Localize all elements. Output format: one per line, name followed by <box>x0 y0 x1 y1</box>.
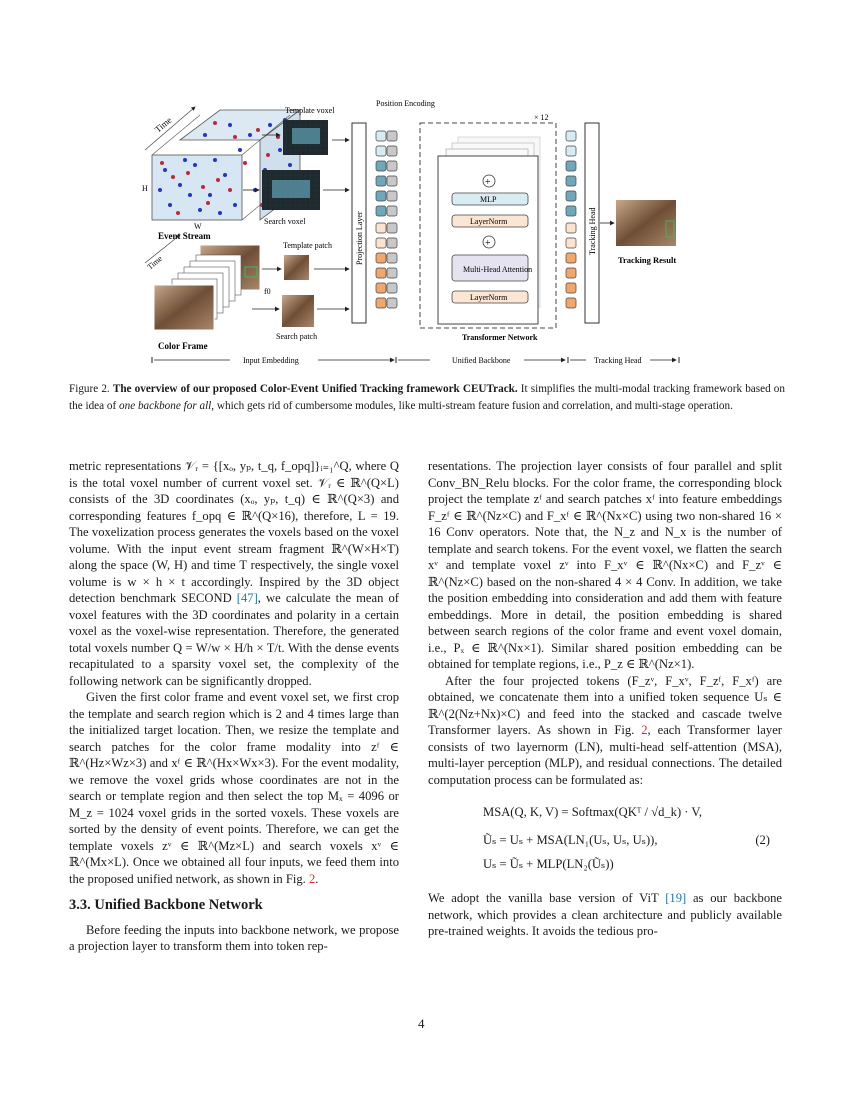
repeat-count-label: × 12 <box>534 113 549 122</box>
caption-title: The overview of our proposed Color-Event Unified Tracking framework CEUTrack. <box>112 383 518 395</box>
tracking-head-label: Tracking Head <box>588 207 597 255</box>
template-patch-label: Template patch <box>283 241 332 250</box>
layernorm-top-label: LayerNorm <box>470 217 508 226</box>
tracking-result-image <box>616 200 676 246</box>
paragraph-projection-intro: Before feeding the inputs into backbone network, we propose a projection layer to transform them into token rep- <box>69 922 399 953</box>
section-heading: 3.3. Unified Backbone Network <box>69 897 263 913</box>
width-axis-label: W <box>194 222 202 231</box>
equation-2 <box>428 800 782 884</box>
citation-link-19[interactable]: [19] <box>665 891 687 905</box>
input-embedding-label: Input Embedding <box>243 356 299 365</box>
color-frame-label: Color Frame <box>158 341 208 351</box>
time-frames-label: Time <box>145 253 165 272</box>
input-token-column <box>376 131 397 308</box>
search-voxel-block <box>262 170 320 210</box>
equation-line-residual-1: Ũₛ = Uₛ + MSA(LN₁(Uₛ, Uₛ, Uₛ)), <box>483 833 658 847</box>
paragraph-projection-layer: resentations. The projection layer consists of four parallel and split Conv_BN_Relu blocks. For the color frame, the corresponding block project the template zᶠ and search patches xᶠ into feature embeddings F_zᶠ ∈ ℝ^(Nz×C) and F_xᶠ ∈ ℝ^(Nx×C) using two non-shared 16 × 16 Conv operators. Note that, the N_z and N_x is the number of template and search tokens. For the event voxel, we flatten the search xᵛ and template voxel zᵛ into F_xᵛ ∈ ℝ^(Nx×C) and F_zᵛ ∈ ℝ^(Nz×C) based on the non-shared 4 × 4 Conv. In addition, we take the position embedding into consideration and add them with feature embeddings. More in detail, the position embedding is shared between search regions of the color frame and event voxel domain, i.e., Pₓ ∈ ℝ^(Nx×1). Similar shared position embedding can be obtained for template regions, i.e., P_z ∈ ℝ^(Nz×1). <box>428 459 782 671</box>
search-patch-label: Search patch <box>276 332 318 341</box>
paragraph-token-sequence: After the four projected tokens (F_zᵛ, F_xᵛ, F_zᶠ, F_xᶠ) are obtained, we concatenate them into a unified token sequence Uₛ ∈ ℝ^(2(Nz+Nx)×C) and feed into the stacked and cascade twelve Transformer layers. As shown in Fig. 2, each Transformer layer consists of two layernorm (LN), multi-head self-attention (MSA), multi-layer perception (MLP), and residual connections. The detailed computation process can be formulated as: <box>428 673 782 787</box>
f0-label: f0 <box>264 287 271 296</box>
equation-line-residual-2: Uₛ = Ũₛ + MLP(LN₂(Ũₛ)) <box>483 857 614 871</box>
height-axis-label: H <box>142 184 148 193</box>
mlp-label: MLP <box>480 195 497 204</box>
tracking-result-label: Tracking Result <box>618 255 677 265</box>
figure-caption <box>69 381 785 415</box>
left-column <box>69 458 399 955</box>
caption-prefix: Figure 2. <box>69 383 110 395</box>
mha-label: Multi-Head Attention <box>463 265 533 274</box>
output-token-column <box>566 131 576 308</box>
equation-number: (2) <box>755 833 770 847</box>
event-stream-label: Event Stream <box>158 231 211 241</box>
template-voxel-label: Template voxel <box>285 106 335 115</box>
paragraph-template-search: Given the first color frame and event voxel set, we first crop the template and search region which is 2 and 4 times large than the initialized target location. Then, we resize the template and search patches for the color frame modality into zᶠ ∈ ℝ^(Hz×Wz×3) and xᶠ ∈ ℝ^(Hx×Wx×3). For the event modality, we remove the voxel grids whose coordinates are not in the search or template region and then select the top Mₓ = 4096 or M_z = 1024 voxel grids in the sorted voxels. These voxels are sorted by the density of event points. Therefore, we can get the template voxels zᵛ ∈ ℝ^(Mz×L) and search voxels xᵛ ∈ ℝ^(Mx×L). Once we obtained all four inputs, we feed them into the proposed unified network, as shown in Fig. 2. <box>69 690 399 886</box>
search-voxel-label: Search voxel <box>264 217 306 226</box>
figure-link-2[interactable]: 2 <box>308 871 316 886</box>
transformer-network-label: Transformer Network <box>462 333 538 342</box>
layernorm-bottom-label: LayerNorm <box>470 293 508 302</box>
projection-layer-label: Projection Layer <box>355 211 364 265</box>
position-encoding-label: Position Encoding <box>376 99 435 108</box>
caption-italic: one backbone for all <box>119 400 212 412</box>
figure-2-diagram <box>140 95 720 370</box>
time-axis-label: Time <box>152 114 174 135</box>
color-frame-stack <box>145 235 260 330</box>
caption-text-1: It simplifies the multi-modal tracking framework based on the idea of <box>69 383 785 412</box>
architecture-diagram-svg <box>140 95 720 370</box>
svg-text:+: + <box>485 238 491 249</box>
unified-backbone-label: Unified Backbone <box>452 356 511 365</box>
paragraph-vit-backbone: We adopt the vanilla base version of ViT [19] as our backbone network, which provides a clean architecture and publicly available pre-trained weights. It avoids the tedious pro- <box>428 891 782 938</box>
svg-text:+: + <box>485 177 491 188</box>
figure-link-2[interactable]: 2 <box>641 723 648 737</box>
equation-line-msa: MSA(Q, K, V) = Softmax(QKᵀ / √d_k) · V, <box>483 805 703 819</box>
template-patch-image <box>284 255 309 280</box>
search-patch-image <box>282 295 314 327</box>
tracking-head-section-label: Tracking Head <box>594 356 642 365</box>
citation-link-47[interactable]: [47] <box>236 591 258 605</box>
template-voxel-block <box>283 120 328 155</box>
right-column <box>428 458 782 940</box>
caption-text-2: , which gets rid of cumbersome modules, like multi-stream feature fusion and correlation, and multi-stage operation. <box>211 400 733 412</box>
paragraph-voxel-representation: metric representations 𝒱ᵣ = {[xₒ, yₚ, t_q, f_opq]}ᵢ₌₁^Q, where Q is the total voxel number of current voxel set. 𝒱ᵣ ∈ ℝ^(Q×L) consists of the 3D coordinates (xₒ, yₚ, t_q) ∈ ℝ^(Q×3) and corresponding features f_opq ∈ ℝ^(Q×16), therefore, L = 19. The voxelization process generates the voxels based on the voxel volume. With the input event stream fragment ℝ^(W×H×T) along the space (W, H) and time T respectively, the single voxel volume is w × h × t accordingly. Inspired by the 3D object detection benchmark SECOND [47], we calculate the mean of voxel features with the 3D coordinates and polarity in a certain voxel as the voxel-wise representation. Therefore, the generated total voxels number Q = W/w × H/h × T/t. With the dense events recapitulated to a sparsity voxel set, the complexity of the following network can be significantly dropped. <box>69 459 400 688</box>
page-number: 4 <box>418 1016 425 1031</box>
